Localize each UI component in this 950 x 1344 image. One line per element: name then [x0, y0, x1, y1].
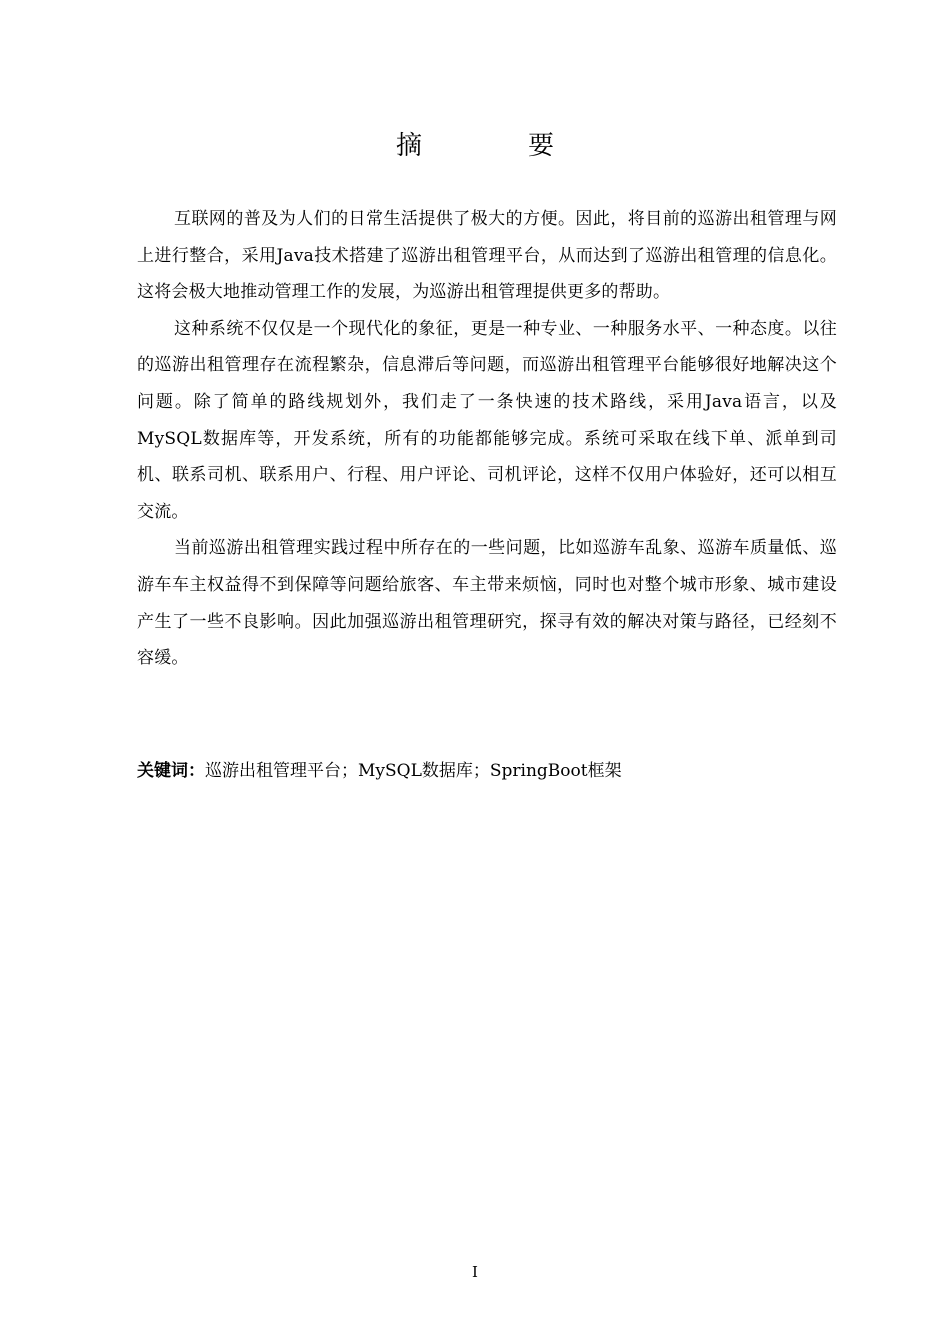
abstract-paragraph-2: 这种系统不仅仅是一个现代化的象征，更是一种专业、一种服务水平、一种态度。以往的巡游出租管理存在流程繁杂，信息滞后等问题，而巡游出租管理平台能够很好地解决这个问题。除了简单的路线规划外，我们走了一条快速的技术路线，采用Java语言，以及MySQL数据库等，开发系统，所有的功能都能够完成。系统可采取在线下单、派单到司机、联系司机、联系用户、行程、用户评论、司机评论，这样不仅用户体验好，还可以相互交流。	[137, 318, 837, 522]
abstract-body	[137, 201, 837, 677]
abstract-title: 摘 要	[395, 131, 594, 161]
keywords-text: 巡游出租管理平台；MySQL数据库；SpringBoot框架	[205, 761, 622, 781]
keywords-line	[137, 756, 837, 786]
abstract-paragraph-3: 当前巡游出租管理实践过程中所存在的一些问题，比如巡游车乱象、巡游车质量低、巡游车车主权益得不到保障等问题给旅客、车主带来烦恼，同时也对整个城市形象、城市建设产生了一些不良影响。因此加强巡游出租管理研究，探寻有效的解决对策与路径，已经刻不容缓。	[137, 538, 837, 669]
keywords-label: 关键词：	[137, 761, 205, 781]
abstract-paragraph-1: 互联网的普及为人们的日常生活提供了极大的方便。因此，将目前的巡游出租管理与网上进行整合，采用Java技术搭建了巡游出租管理平台，从而达到了巡游出租管理的信息化。这将会极大地推动管理工作的发展，为巡游出租管理提供更多的帮助。	[137, 209, 837, 303]
page-number: I	[472, 1263, 478, 1281]
